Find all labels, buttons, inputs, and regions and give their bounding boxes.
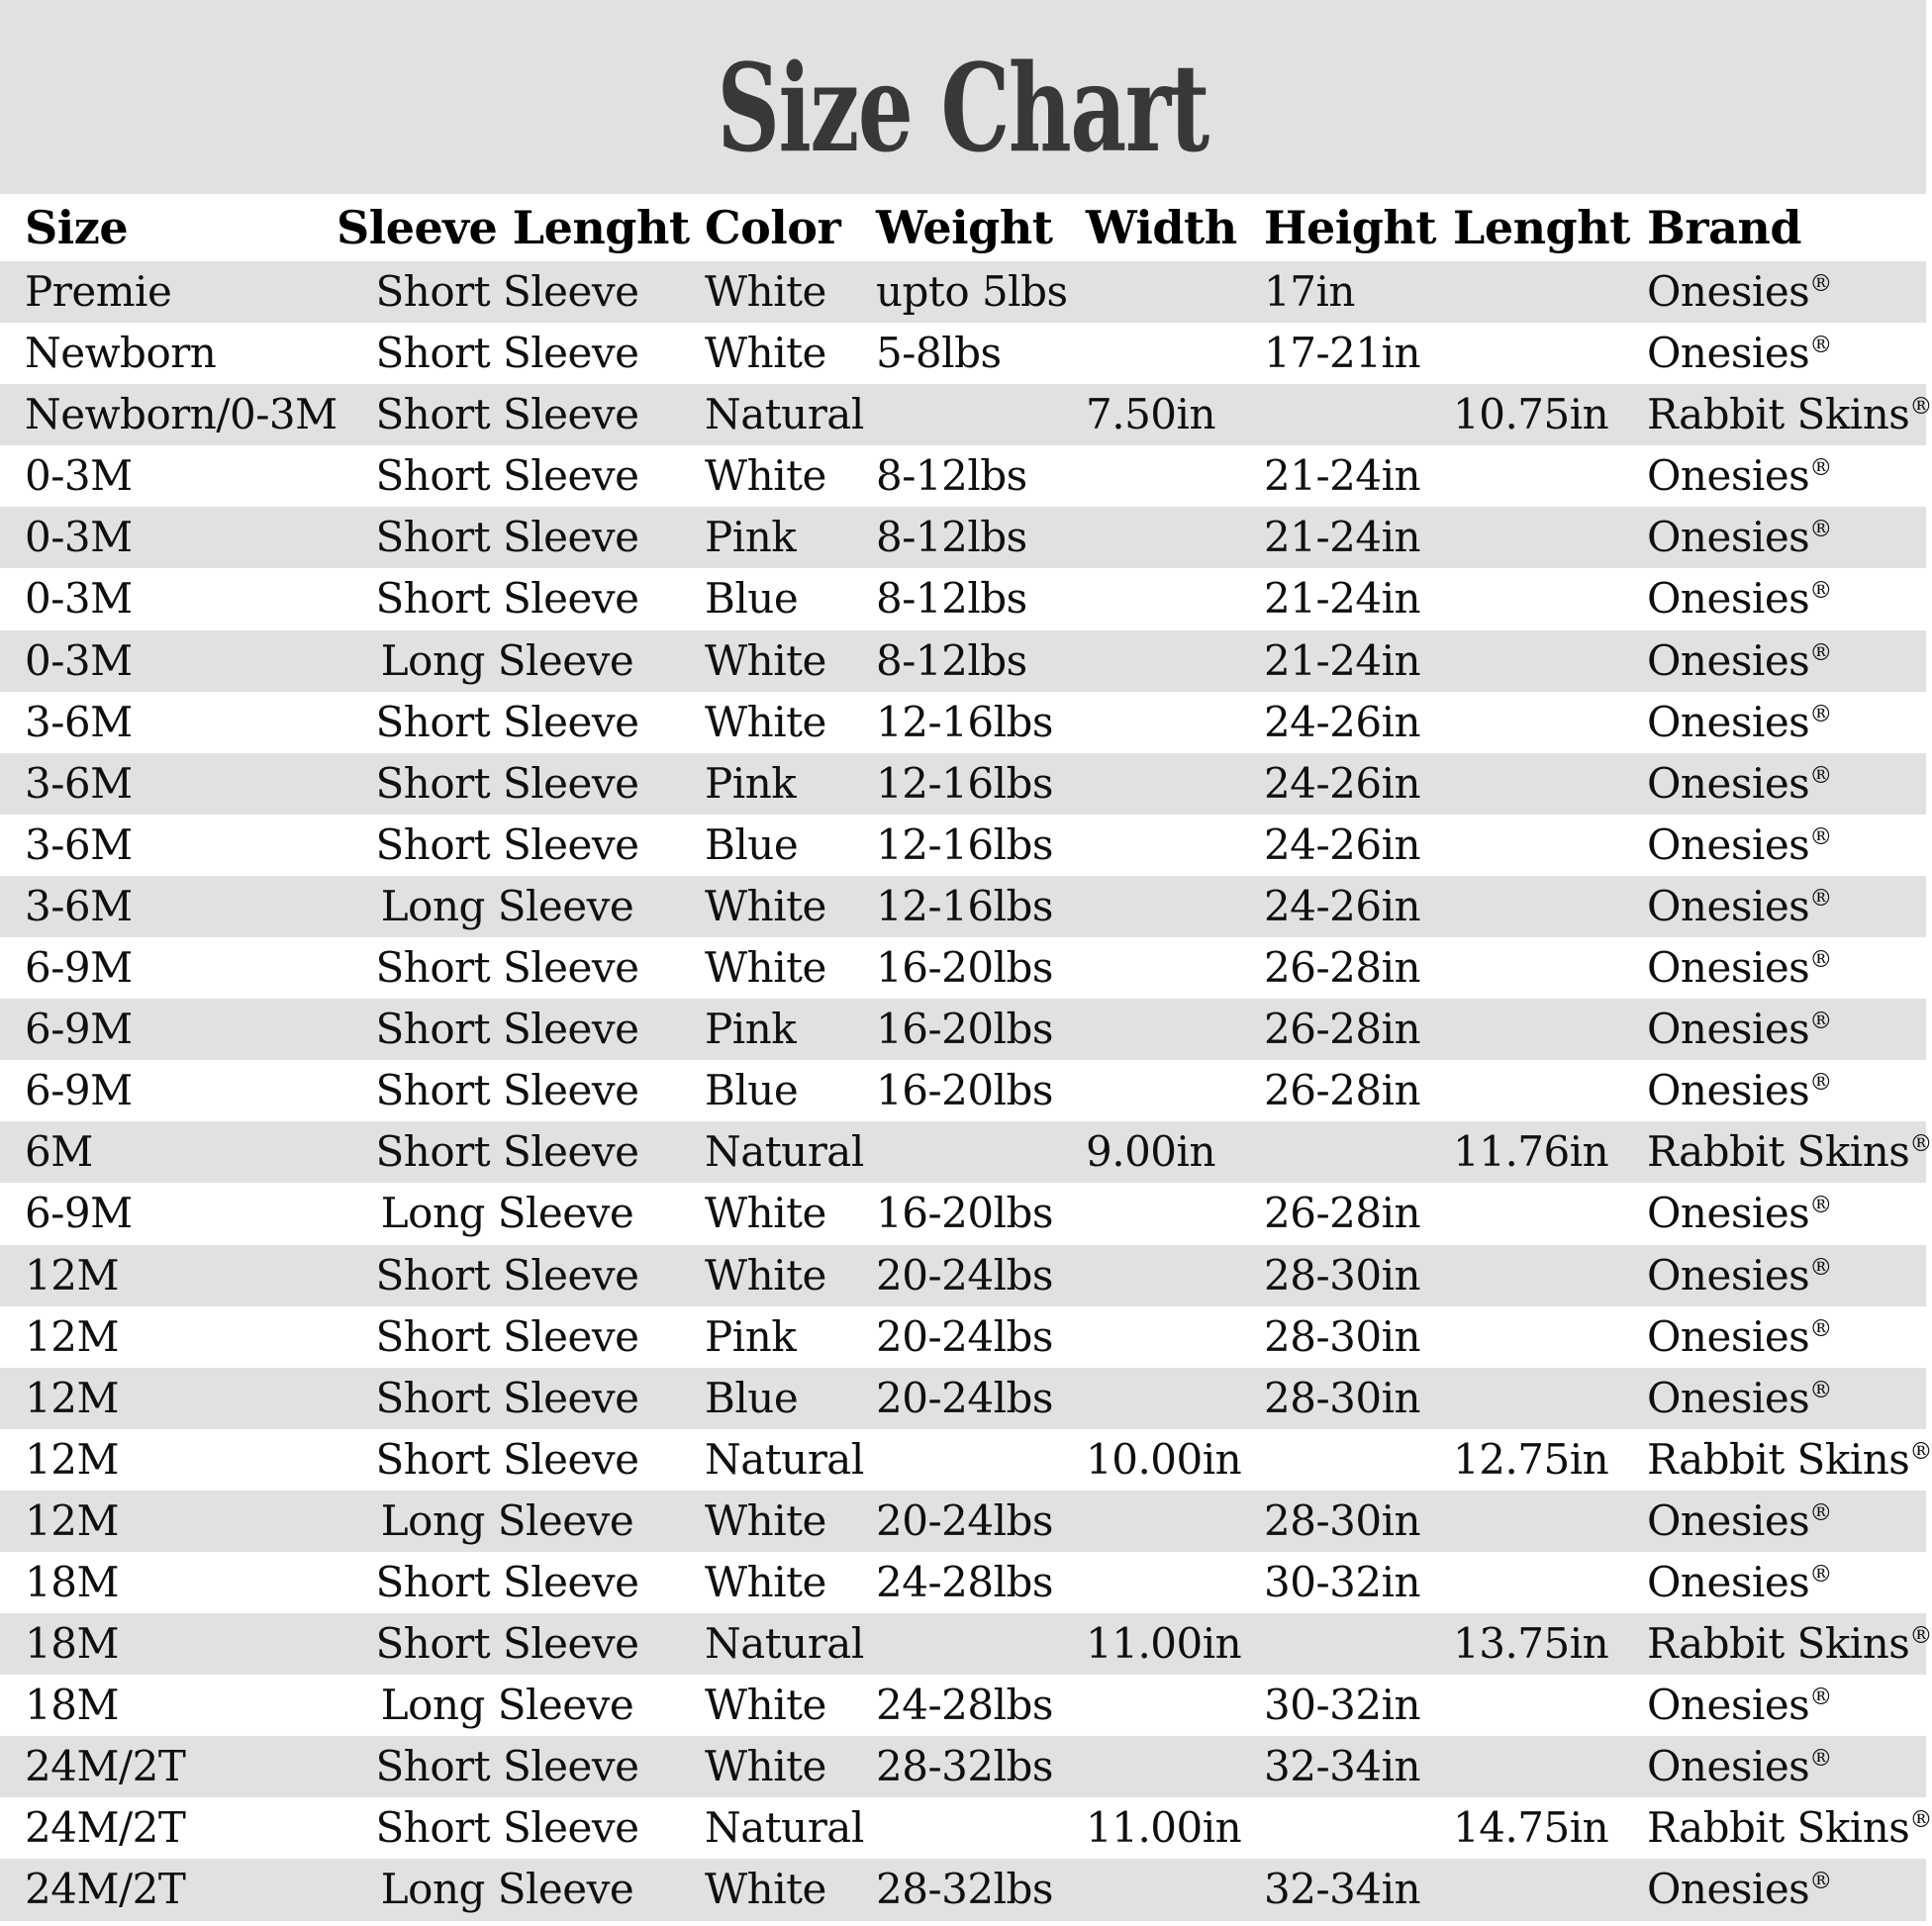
table-row [0, 445, 1926, 507]
cell-size: 12M [25, 1434, 119, 1484]
table-row [0, 1306, 1926, 1368]
cell-sleeve-length: Short Sleeve [375, 451, 639, 501]
cell-height: 30-32in [1264, 1681, 1421, 1730]
cell-weight: 20-24lbs [876, 1495, 1053, 1545]
cell-height: 26-28in [1264, 1189, 1421, 1238]
cell-weight: 12-16lbs [876, 697, 1053, 746]
cell-height: 32-34in [1264, 1865, 1421, 1914]
cell-brand: Onesies® [1647, 451, 1832, 501]
table-row [0, 630, 1926, 692]
table-row [0, 1429, 1932, 1491]
cell-size: 0-3M [25, 451, 133, 501]
cell-length: 12.75in [1453, 1434, 1609, 1484]
cell-color: Pink [705, 1311, 797, 1361]
table-row [0, 999, 1926, 1060]
table-row [0, 815, 1926, 876]
cell-brand: Onesies® [1647, 1865, 1832, 1914]
cell-color: White [705, 267, 826, 316]
cell-sleeve-length: Short Sleeve [375, 1005, 639, 1054]
size-table-body [0, 261, 1932, 1921]
table-row [0, 753, 1926, 815]
registered-trademark-symbol: ® [1809, 1009, 1832, 1035]
cell-width: 11.00in [1086, 1619, 1242, 1669]
cell-weight: 8-12lbs [876, 513, 1027, 562]
registered-trademark-symbol: ® [1809, 1070, 1832, 1097]
registered-trademark-symbol: ® [1909, 1623, 1932, 1650]
cell-size: 3-6M [25, 881, 133, 930]
cell-color: Natural [705, 1127, 864, 1177]
cell-brand: Onesies® [1647, 1557, 1832, 1606]
cell-sleeve-length: Short Sleeve [375, 758, 639, 808]
registered-trademark-symbol: ® [1809, 1499, 1832, 1526]
table-row [0, 1736, 1926, 1797]
registered-trademark-symbol: ® [1809, 947, 1832, 974]
cell-height: 24-26in [1264, 758, 1421, 808]
cell-weight: 20-24lbs [876, 1373, 1053, 1422]
cell-size: 18M [25, 1681, 119, 1730]
cell-sleeve-length: Short Sleeve [375, 329, 639, 378]
cell-size: 0-3M [25, 635, 133, 685]
registered-trademark-symbol: ® [1909, 1131, 1932, 1158]
registered-trademark-symbol: ® [1809, 271, 1832, 297]
cell-sleeve-length: Short Sleeve [375, 1742, 639, 1791]
table-header-row [0, 194, 1926, 261]
cell-size: 3-6M [25, 758, 133, 808]
registered-trademark-symbol: ® [1809, 701, 1832, 727]
cell-color: White [705, 943, 826, 993]
cell-brand: Onesies® [1647, 1681, 1832, 1730]
cell-width: 11.00in [1086, 1803, 1242, 1853]
cell-sleeve-length: Short Sleeve [375, 1250, 639, 1300]
cell-color: White [705, 1742, 826, 1791]
cell-weight: 12-16lbs [876, 819, 1053, 869]
cell-color: Natural [705, 1619, 864, 1669]
column-header-color: Color [705, 201, 841, 254]
registered-trademark-symbol: ® [1809, 823, 1832, 850]
cell-height: 21-24in [1264, 451, 1421, 501]
cell-sleeve-length: Short Sleeve [375, 1434, 639, 1484]
cell-brand: Onesies® [1647, 819, 1832, 869]
table-row [0, 937, 1926, 999]
page-title: Size Chart [717, 37, 1209, 179]
cell-brand: Onesies® [1647, 1066, 1832, 1115]
column-header-width: Width [1086, 201, 1237, 254]
cell-color: White [705, 697, 826, 746]
table-row [0, 1491, 1926, 1552]
column-header-size: Size [25, 201, 129, 254]
cell-weight: 8-12lbs [876, 451, 1027, 501]
cell-sleeve-length: Short Sleeve [375, 1066, 639, 1115]
cell-size: 24M/2T [25, 1865, 186, 1914]
cell-height: 28-30in [1264, 1250, 1421, 1300]
cell-sleeve-length: Long Sleeve [380, 1189, 634, 1238]
registered-trademark-symbol: ® [1809, 1869, 1832, 1895]
registered-trademark-symbol: ® [1809, 885, 1832, 912]
cell-weight: 8-12lbs [876, 574, 1027, 624]
table-row [0, 1552, 1926, 1613]
cell-size: 0-3M [25, 574, 133, 624]
cell-brand: Rabbit Skins® [1647, 1803, 1932, 1853]
cell-size: 18M [25, 1619, 119, 1669]
registered-trademark-symbol: ® [1809, 1377, 1832, 1403]
cell-length: 13.75in [1453, 1619, 1609, 1669]
cell-weight: upto 5lbs [876, 267, 1068, 316]
cell-height: 26-28in [1264, 1066, 1421, 1115]
table-row [0, 1245, 1926, 1306]
cell-color: Natural [705, 1434, 864, 1484]
registered-trademark-symbol: ® [1809, 1193, 1832, 1219]
cell-color: White [705, 635, 826, 685]
cell-brand: Onesies® [1647, 1311, 1832, 1361]
cell-weight: 16-20lbs [876, 1005, 1053, 1054]
registered-trademark-symbol: ® [1909, 394, 1932, 421]
table-row [0, 1613, 1932, 1675]
cell-width: 10.00in [1086, 1434, 1242, 1484]
cell-sleeve-length: Short Sleeve [375, 1311, 639, 1361]
cell-height: 28-30in [1264, 1373, 1421, 1422]
table-row [0, 692, 1926, 753]
cell-sleeve-length: Short Sleeve [375, 943, 639, 993]
cell-size: 24M/2T [25, 1803, 186, 1853]
cell-sleeve-length: Short Sleeve [375, 513, 639, 562]
cell-height: 28-30in [1264, 1311, 1421, 1361]
table-row [0, 1121, 1932, 1183]
cell-color: White [705, 451, 826, 501]
cell-sleeve-length: Long Sleeve [380, 1865, 634, 1914]
registered-trademark-symbol: ® [1809, 333, 1832, 359]
cell-size: 6-9M [25, 1005, 133, 1054]
cell-color: Blue [705, 819, 799, 869]
registered-trademark-symbol: ® [1809, 1746, 1832, 1773]
cell-sleeve-length: Short Sleeve [375, 390, 639, 439]
cell-sleeve-length: Long Sleeve [380, 635, 634, 685]
cell-color: White [705, 1557, 826, 1606]
cell-brand: Onesies® [1647, 1742, 1832, 1791]
cell-size: 6-9M [25, 943, 133, 993]
cell-height: 26-28in [1264, 1005, 1421, 1054]
cell-weight: 24-28lbs [876, 1681, 1053, 1730]
table-row [0, 384, 1932, 445]
cell-brand: Onesies® [1647, 574, 1832, 624]
table-row [0, 507, 1926, 568]
cell-size: 12M [25, 1250, 119, 1300]
cell-color: White [705, 1250, 826, 1300]
cell-brand: Rabbit Skins® [1647, 390, 1932, 439]
cell-size: 12M [25, 1311, 119, 1361]
cell-weight: 24-28lbs [876, 1557, 1053, 1606]
registered-trademark-symbol: ® [1809, 639, 1832, 666]
table-row [0, 1368, 1926, 1429]
cell-size: 6-9M [25, 1066, 133, 1115]
table-row [0, 568, 1926, 629]
registered-trademark-symbol: ® [1909, 1438, 1932, 1465]
cell-color: White [705, 1681, 826, 1730]
registered-trademark-symbol: ® [1809, 1561, 1832, 1588]
cell-color: Blue [705, 1066, 799, 1115]
cell-brand: Onesies® [1647, 758, 1832, 808]
cell-brand: Onesies® [1647, 1005, 1832, 1054]
cell-height: 24-26in [1264, 819, 1421, 869]
cell-color: White [705, 1495, 826, 1545]
cell-brand: Rabbit Skins® [1647, 1127, 1932, 1177]
cell-weight: 5-8lbs [876, 329, 1002, 378]
cell-brand: Onesies® [1647, 1495, 1832, 1545]
cell-sleeve-length: Long Sleeve [380, 1495, 634, 1545]
registered-trademark-symbol: ® [1809, 1315, 1832, 1342]
registered-trademark-symbol: ® [1809, 455, 1832, 482]
registered-trademark-symbol: ® [1809, 1685, 1832, 1711]
table-row [0, 323, 1926, 384]
cell-weight: 16-20lbs [876, 1189, 1053, 1238]
cell-brand: Onesies® [1647, 513, 1832, 562]
cell-brand: Onesies® [1647, 1373, 1832, 1422]
cell-color: White [705, 329, 826, 378]
cell-color: Blue [705, 574, 799, 624]
cell-length: 10.75in [1453, 390, 1609, 439]
cell-size: 12M [25, 1495, 119, 1545]
cell-size: Premie [25, 267, 172, 316]
cell-height: 21-24in [1264, 513, 1421, 562]
cell-sleeve-length: Short Sleeve [375, 1557, 639, 1606]
cell-weight: 12-16lbs [876, 881, 1053, 930]
cell-brand: Onesies® [1647, 881, 1832, 930]
registered-trademark-symbol: ® [1909, 1807, 1932, 1834]
table-row [0, 1797, 1932, 1859]
registered-trademark-symbol: ® [1809, 578, 1832, 605]
cell-sleeve-length: Long Sleeve [380, 881, 634, 930]
cell-size: Newborn/0-3M [25, 390, 338, 439]
cell-sleeve-length: Short Sleeve [375, 697, 639, 746]
cell-height: 30-32in [1264, 1557, 1421, 1606]
cell-sleeve-length: Short Sleeve [375, 1127, 639, 1177]
cell-sleeve-length: Short Sleeve [375, 1803, 639, 1853]
cell-weight: 28-32lbs [876, 1865, 1053, 1914]
cell-length: 14.75in [1453, 1803, 1609, 1853]
column-header-weight: Weight [876, 201, 1053, 254]
column-header-brand: Brand [1647, 201, 1802, 254]
cell-brand: Onesies® [1647, 1250, 1832, 1300]
cell-sleeve-length: Short Sleeve [375, 1373, 639, 1422]
cell-sleeve-length: Short Sleeve [375, 1619, 639, 1669]
table-row [0, 1675, 1926, 1736]
cell-brand: Rabbit Skins® [1647, 1434, 1932, 1484]
cell-color: Pink [705, 1005, 797, 1054]
cell-brand: Onesies® [1647, 1189, 1832, 1238]
cell-brand: Onesies® [1647, 267, 1832, 316]
cell-brand: Onesies® [1647, 329, 1832, 378]
cell-length: 11.76in [1453, 1127, 1609, 1177]
cell-size: 6-9M [25, 1189, 133, 1238]
cell-height: 21-24in [1264, 635, 1421, 685]
cell-weight: 16-20lbs [876, 943, 1053, 993]
cell-sleeve-length: Long Sleeve [380, 1681, 634, 1730]
cell-height: 17in [1264, 267, 1355, 316]
cell-size: Newborn [25, 329, 217, 378]
cell-color: Blue [705, 1373, 799, 1422]
cell-height: 32-34in [1264, 1742, 1421, 1791]
cell-color: White [705, 1865, 826, 1914]
registered-trademark-symbol: ® [1809, 1254, 1832, 1281]
cell-color: White [705, 881, 826, 930]
column-header-length: Lenght [1453, 201, 1630, 254]
cell-sleeve-length: Short Sleeve [375, 574, 639, 624]
cell-size: 3-6M [25, 819, 133, 869]
cell-color: White [705, 1189, 826, 1238]
column-header-sleeve-length: Sleeve Lenght [337, 201, 690, 254]
cell-width: 9.00in [1086, 1127, 1215, 1177]
cell-height: 24-26in [1264, 881, 1421, 930]
column-header-height: Height [1264, 201, 1437, 254]
cell-height: 17-21in [1264, 329, 1421, 378]
cell-color: Natural [705, 1803, 864, 1853]
registered-trademark-symbol: ® [1809, 517, 1832, 543]
cell-sleeve-length: Short Sleeve [375, 267, 639, 316]
table-row [0, 1183, 1926, 1244]
cell-sleeve-length: Short Sleeve [375, 819, 639, 869]
cell-size: 6M [25, 1127, 93, 1177]
cell-color: Pink [705, 513, 797, 562]
cell-color: Natural [705, 390, 864, 439]
cell-brand: Rabbit Skins® [1647, 1619, 1932, 1669]
cell-weight: 16-20lbs [876, 1066, 1053, 1115]
table-row [0, 261, 1926, 323]
cell-height: 28-30in [1264, 1495, 1421, 1545]
cell-weight: 12-16lbs [876, 758, 1053, 808]
cell-height: 21-24in [1264, 574, 1421, 624]
table-row [0, 1859, 1926, 1920]
cell-width: 7.50in [1086, 390, 1215, 439]
cell-height: 24-26in [1264, 697, 1421, 746]
table-row [0, 1060, 1926, 1121]
cell-color: Pink [705, 758, 797, 808]
cell-size: 12M [25, 1373, 119, 1422]
cell-weight: 8-12lbs [876, 635, 1027, 685]
registered-trademark-symbol: ® [1809, 762, 1832, 789]
cell-brand: Onesies® [1647, 697, 1832, 746]
table-row [0, 876, 1926, 937]
cell-height: 26-28in [1264, 943, 1421, 993]
cell-weight: 20-24lbs [876, 1311, 1053, 1361]
cell-size: 24M/2T [25, 1742, 186, 1791]
cell-weight: 28-32lbs [876, 1742, 1053, 1791]
cell-size: 18M [25, 1557, 119, 1606]
cell-weight: 20-24lbs [876, 1250, 1053, 1300]
cell-size: 0-3M [25, 513, 133, 562]
cell-brand: Onesies® [1647, 635, 1832, 685]
title-band [0, 0, 1926, 194]
cell-brand: Onesies® [1647, 943, 1832, 993]
cell-size: 3-6M [25, 697, 133, 746]
